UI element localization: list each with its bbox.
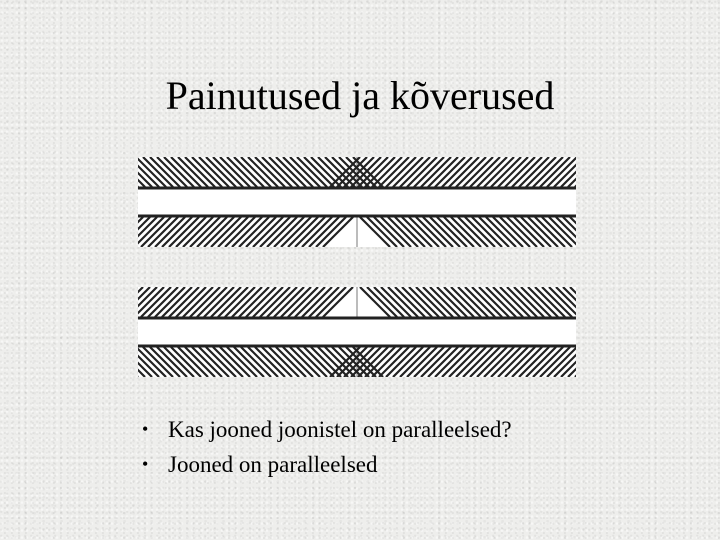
slide-title: Painutused ja kõverused: [165, 73, 555, 118]
illusion-figure-bowed: [138, 157, 576, 247]
bullet-list: [140, 412, 512, 482]
bullet-item: [140, 412, 512, 447]
hatch-lines-figure-bottom: [138, 287, 576, 377]
figure-gap: [138, 189, 576, 215]
hatch-lines-figure-top: [138, 157, 576, 247]
bullet-dot: •: [142, 419, 149, 439]
bullet-text: Kas jooned joonistel on paralleelsed?: [168, 417, 512, 442]
bullet-dot: •: [142, 454, 149, 474]
illusion-figure-pinched: [138, 287, 576, 377]
bullet-text: Jooned on paralleelsed: [168, 452, 378, 477]
figure-gap: [138, 319, 576, 345]
bullet-item: [140, 447, 512, 482]
